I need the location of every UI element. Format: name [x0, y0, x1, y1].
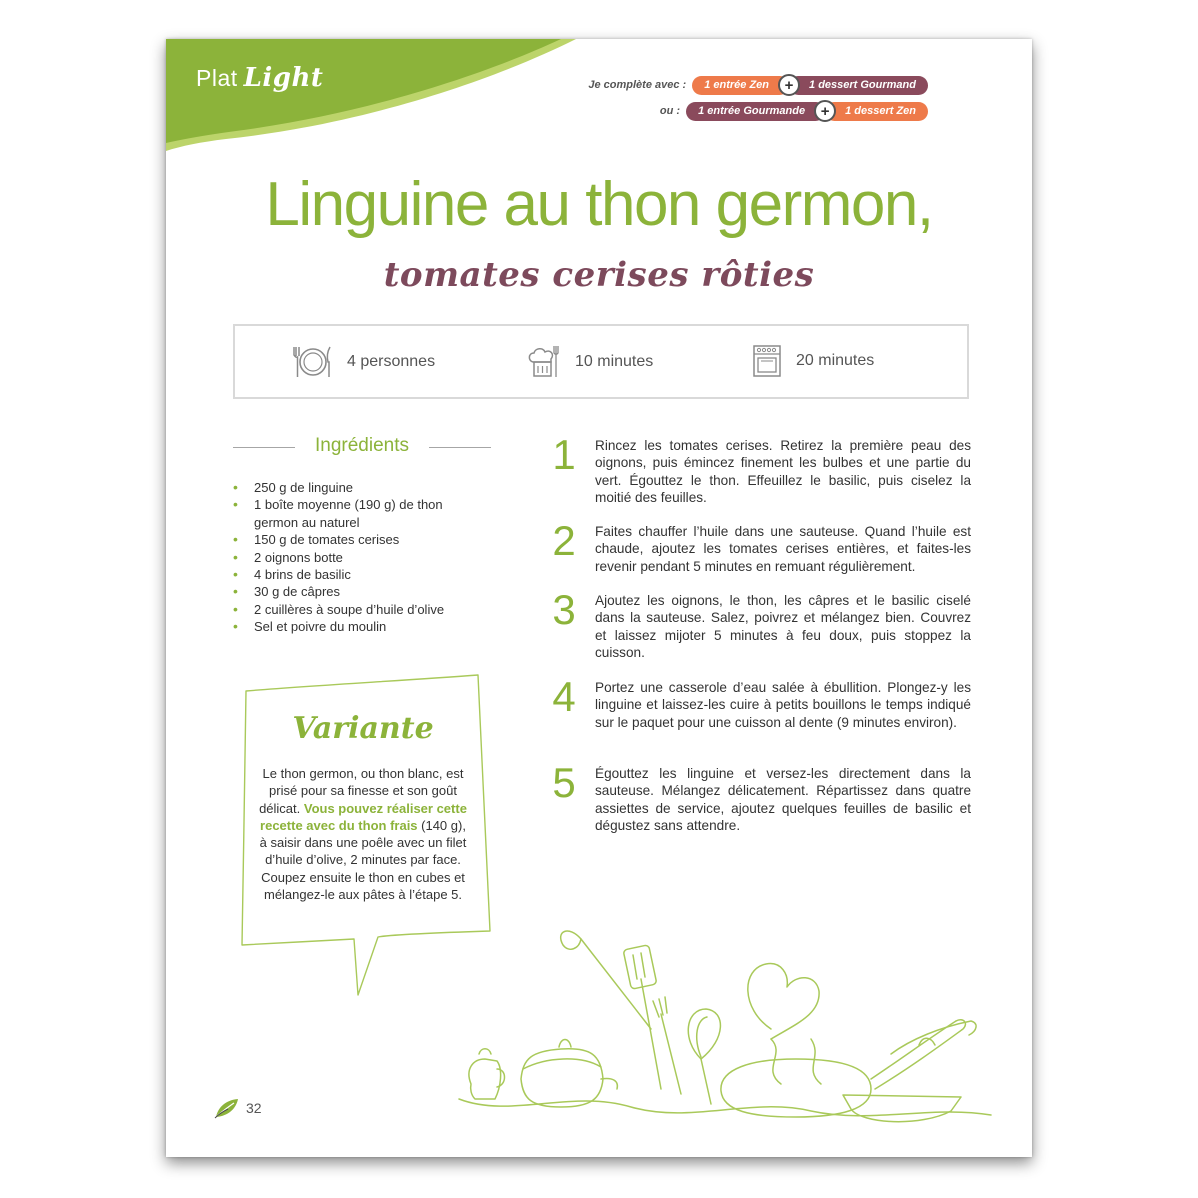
category-word: Light: [243, 63, 324, 93]
menu-combo-2: [660, 100, 928, 122]
menu-combo-1: [588, 74, 928, 96]
list-item: • 4 brins de basilic: [233, 566, 463, 583]
combo-pill-starter: 1 entrée Gourmande: [686, 102, 825, 121]
recipe-page: [166, 39, 1032, 1157]
ingredients-heading: [233, 435, 491, 459]
combo-pill-dessert: 1 dessert Zen: [825, 102, 928, 121]
step-number: 4: [552, 673, 576, 720]
combo-pill-dessert: 1 dessert Gourmand: [789, 76, 928, 95]
step-text: Égouttez les linguine et versez-les directement dans la sauteuse. Mélangez délicatement. Répartissez dans quatre assiettes de service, ajoutez quelques feuilles de basilic et dégustez sans attendre.: [595, 766, 971, 833]
prep-time-text: 10 minutes: [575, 353, 654, 370]
list-item: • Sel et poivre du moulin: [233, 618, 463, 635]
combo-label: Je complète avec :: [588, 79, 687, 91]
leaf-logo-icon: [214, 1097, 240, 1119]
chef-hat-icon: [525, 344, 561, 380]
list-item: • 2 oignons botte: [233, 549, 463, 566]
ingredients-title: Ingrédients: [314, 435, 409, 456]
recipe-subtitle: tomates cerises rôties: [383, 255, 815, 295]
cook-time-text: 20 minutes: [796, 352, 875, 369]
list-item: • 2 cuillères à soupe d’huile d’olive: [233, 601, 463, 618]
list-item: • 150 g de tomates cerises: [233, 531, 463, 548]
step-number: 3: [552, 586, 576, 633]
category-label: [196, 63, 323, 93]
recipe-title: Linguine au thon germon,: [265, 170, 933, 239]
category-prefix: Plat: [196, 65, 238, 91]
variante-text-start: Le thon germon, ou thon blanc, est prisé pour sa finesse et son goût délicat.: [259, 766, 464, 816]
divider: [429, 447, 491, 448]
variante-text: [258, 765, 468, 903]
servings-text: 4 personnes: [347, 353, 436, 370]
cook-time-info: [752, 344, 874, 378]
plus-icon: +: [778, 74, 800, 96]
step-number: 5: [552, 759, 576, 806]
step-number: 2: [552, 517, 576, 564]
servings-info: [293, 344, 435, 380]
plus-icon: +: [814, 100, 836, 122]
combo-label: ou :: [659, 105, 681, 117]
combo-pill-starter: 1 entrée Zen: [692, 76, 789, 95]
list-item: • 30 g de câpres: [233, 583, 463, 600]
list-item: • 1 boîte moyenne (190 g) de thon germon au naturel: [233, 496, 463, 531]
oven-icon: [752, 344, 782, 378]
step-text: Faites chauffer l’huile dans une sauteuse. Quand l’huile est chaude, ajoutez les tomates cerises entières, et faites-les revenir pendant 5 minutes en remuant régulièrement.: [595, 524, 971, 574]
step-number: 1: [552, 431, 576, 478]
recipe-info-box: [233, 324, 969, 399]
variante-title: Variante: [292, 711, 434, 746]
variante-text-end: (140 g), à saisir dans une poêle avec un filet d’huile d’olive, 2 minutes par face. Coupez ensuite le thon en cubes et mélangez-le aux pâtes à l’étape 5.: [259, 817, 467, 903]
step-text: Ajoutez les oignons, le thon, les câpres et le basilic ciselé dans la sauteuse. Salez, poivrez et mélangez bien. Couvrez et laissez mijoter 5 minutes à feu doux, puis stoppez la cuisson.: [595, 593, 971, 660]
category-banner: [166, 39, 586, 154]
variante-highlight: Vous pouvez réaliser cette recette avec du thon frais: [260, 800, 467, 833]
kitchen-utensils-illustration: [451, 919, 996, 1129]
page-footer: [214, 1097, 262, 1119]
step-text: Rincez les tomates cerises. Retirez la première peau des oignons, puis émincez finement les bulbes et une partie du vert. Égouttez le thon. Effeuillez le basilic, puis ciselez la moitié des feuilles.: [595, 438, 971, 505]
prep-time-info: [525, 344, 653, 380]
ingredients-list: [233, 479, 463, 636]
plate-icon: [293, 344, 333, 380]
list-item: • 250 g de linguine: [233, 479, 463, 496]
step-text: Portez une casserole d’eau salée à ébullition. Plongez-y les linguine et laissez-les cuire à petits bouillons le temps indiqué sur le paquet pour une cuisson al dente (9 minutes environ).: [595, 680, 971, 730]
page-number: 32: [246, 1100, 262, 1116]
